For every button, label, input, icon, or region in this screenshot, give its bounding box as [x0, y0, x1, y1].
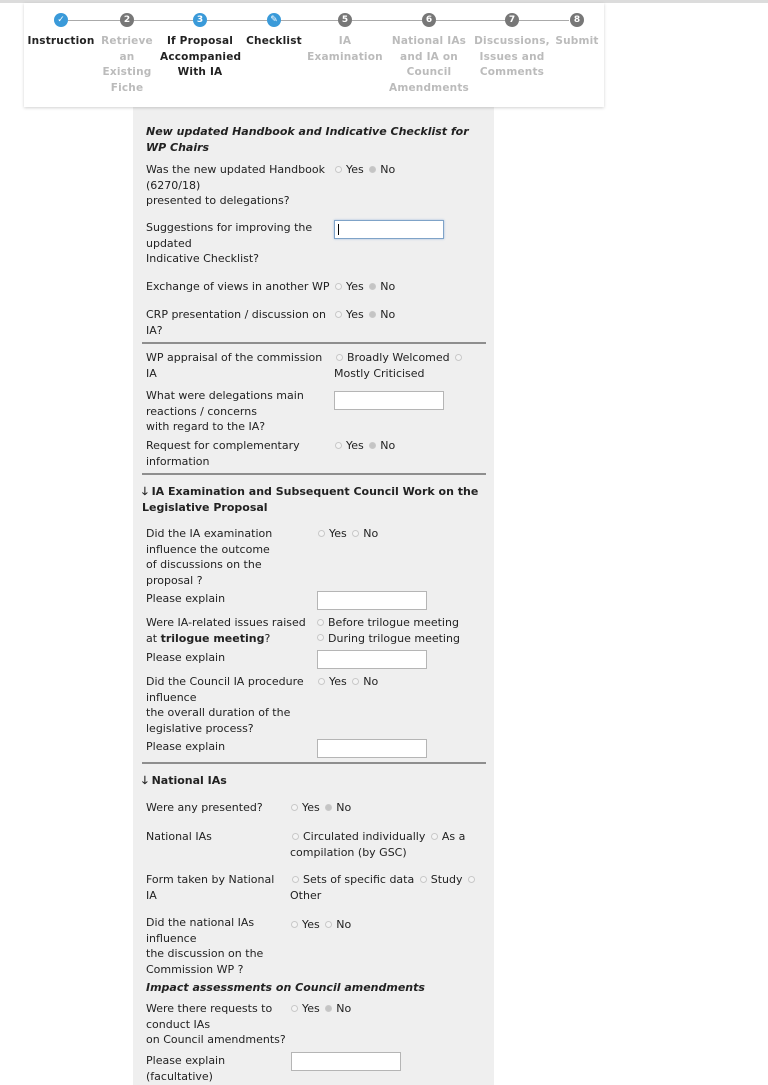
- wizard-step-label: Instruction: [27, 35, 95, 47]
- question-complementary-info: Request for complementary information: [146, 439, 300, 468]
- wizard-step-label: Checklist: [246, 35, 302, 47]
- radio-no[interactable]: [325, 921, 332, 928]
- wizard-step-submit[interactable]: [537, 13, 617, 50]
- step-8-icon: 8: [570, 13, 584, 27]
- radio-yes[interactable]: [291, 804, 298, 811]
- wizard-step-label: If Proposal Accompanied With IA: [160, 35, 242, 78]
- explain-input-influence[interactable]: [317, 591, 427, 610]
- radio-group-appraisal: Broadly Welcomed Mostly Criticised: [334, 350, 479, 381]
- question-crp-presentation: CRP presentation / discussion on IA?: [146, 308, 326, 337]
- divider: [142, 342, 486, 344]
- radio-circulated-individually[interactable]: [292, 833, 299, 840]
- radio-yes[interactable]: [335, 283, 342, 290]
- radio-group-ia-influence: Yes No: [316, 526, 378, 542]
- label-please-explain: Please explain: [146, 592, 226, 605]
- step-3-icon: 3: [193, 13, 207, 27]
- question-requests-ias: Were there requests to conduct IAs on Council amendments?: [146, 1002, 286, 1046]
- radio-yes[interactable]: [335, 311, 342, 318]
- explain-input-duration[interactable]: [317, 739, 427, 758]
- radio-no[interactable]: [325, 804, 332, 811]
- radio-group-national-ias: Circulated individually As a compilation (by GSC): [290, 830, 466, 859]
- question-delegations-reactions: What were delegations main reactions / concerns with regard to the IA?: [146, 389, 304, 433]
- arrow-down-icon: 🡓: [142, 774, 148, 787]
- question-trilogue: Were IA-related issues raised at trilogue meeting?: [146, 616, 306, 645]
- radio-yes[interactable]: [335, 442, 342, 449]
- radio-compilation[interactable]: [431, 833, 438, 840]
- section-title-ia-examination: 🡓 IA Examination and Subsequent Council Work on the Legislative Proposal: [142, 485, 479, 514]
- section-title-handbook: New updated Handbook and Indicative Checklist for WP Chairs: [146, 125, 469, 154]
- question-national-influence: Did the national IAs influence the discussion on the Commission WP ?: [146, 916, 264, 976]
- radio-no[interactable]: [369, 166, 376, 173]
- radio-yes[interactable]: [335, 166, 342, 173]
- radio-group-requests-ias: Yes No: [289, 1001, 351, 1017]
- wizard-step-retrieve[interactable]: [87, 13, 167, 96]
- section-title-national-ias: 🡓 National IAs: [142, 774, 227, 787]
- radio-no[interactable]: [369, 311, 376, 318]
- radio-no[interactable]: [369, 283, 376, 290]
- wizard-stepper: [24, 3, 604, 107]
- question-wp-appraisal: WP appraisal of the commission IA: [146, 351, 323, 380]
- wizard-step-label: IA Examination: [307, 35, 383, 63]
- radio-group-crp: Yes No: [333, 307, 395, 323]
- radio-group-exchange-views: Yes No: [333, 279, 395, 295]
- text-caret: [338, 224, 339, 235]
- radio-no[interactable]: [352, 678, 359, 685]
- radio-yes[interactable]: [291, 1005, 298, 1012]
- wizard-step-ia-examination[interactable]: [305, 13, 385, 65]
- section-title-amendments: Impact assessments on Council amendments: [146, 981, 425, 994]
- check-icon: ✓: [54, 13, 68, 27]
- radio-group-form-taken: Sets of specific data Study Other: [290, 872, 480, 903]
- divider: [142, 473, 486, 475]
- radio-other[interactable]: [468, 876, 475, 883]
- radio-mostly-criticised[interactable]: [455, 354, 462, 361]
- divider: [142, 762, 486, 764]
- question-handbook-presented: Was the new updated Handbook (6270/18) presented to delegations?: [146, 163, 325, 207]
- question-national-ias: National IAs: [146, 830, 212, 843]
- wizard-step-if-proposal[interactable]: [160, 13, 240, 81]
- question-suggestions: Suggestions for improving the updated Indicative Checklist?: [146, 221, 313, 265]
- radio-broadly-welcomed[interactable]: [336, 354, 343, 361]
- label-please-explain: Please explain: [146, 740, 226, 753]
- radio-during-trilogue[interactable]: [317, 634, 324, 641]
- radio-group-any-presented: Yes No: [289, 800, 351, 816]
- label-please-explain: Please explain: [146, 651, 226, 664]
- wizard-step-label: Submit: [555, 35, 599, 47]
- label-please-explain-facultative: Please explain (facultative): [146, 1054, 226, 1083]
- step-6-icon: 6: [422, 13, 436, 27]
- pencil-icon: ✎: [267, 13, 281, 27]
- suggestions-input[interactable]: [334, 220, 444, 239]
- radio-sets-data[interactable]: [292, 876, 299, 883]
- radio-group-council-procedure: Yes No: [316, 674, 378, 690]
- radio-group-national-influence: Yes No: [289, 917, 351, 933]
- radio-before-trilogue[interactable]: [317, 619, 324, 626]
- radio-group-trilogue: Before trilogue meeting During trilogue meeting: [315, 615, 475, 646]
- wizard-step-national-ias[interactable]: [389, 13, 469, 96]
- radio-study[interactable]: [420, 876, 427, 883]
- wizard-step-checklist[interactable]: [234, 13, 314, 50]
- radio-no[interactable]: [352, 530, 359, 537]
- question-ia-influence: Did the IA examination influence the outcome of discussions on the proposal ?: [146, 527, 273, 587]
- radio-group-complementary-info: Yes No: [333, 438, 395, 454]
- radio-yes[interactable]: [318, 678, 325, 685]
- explain-input-trilogue[interactable]: [317, 650, 427, 669]
- step-7-icon: 7: [505, 13, 519, 27]
- radio-yes[interactable]: [291, 921, 298, 928]
- question-council-procedure: Did the Council IA procedure influence the overall duration of the legislative process?: [146, 675, 304, 735]
- radio-no[interactable]: [369, 442, 376, 449]
- question-exchange-views: Exchange of views in another WP: [146, 280, 330, 293]
- radio-group-handbook-presented: Yes No: [333, 162, 395, 178]
- reactions-input[interactable]: [334, 391, 444, 410]
- step-5-icon: 5: [338, 13, 352, 27]
- wizard-step-label: Retrieve an Existing Fiche: [101, 35, 153, 94]
- explain-input-amendments[interactable]: [291, 1052, 401, 1071]
- wizard-step-label: Discussions, Issues and Comments: [474, 35, 550, 78]
- radio-no[interactable]: [325, 1005, 332, 1012]
- question-form-taken: Form taken by National IA: [146, 873, 275, 902]
- radio-yes[interactable]: [318, 530, 325, 537]
- question-any-presented: Were any presented?: [146, 801, 263, 814]
- wizard-step-label: National IAs and IA on Council Amendments: [389, 35, 469, 94]
- step-2-icon: 2: [120, 13, 134, 27]
- arrow-down-icon: 🡓: [142, 485, 148, 498]
